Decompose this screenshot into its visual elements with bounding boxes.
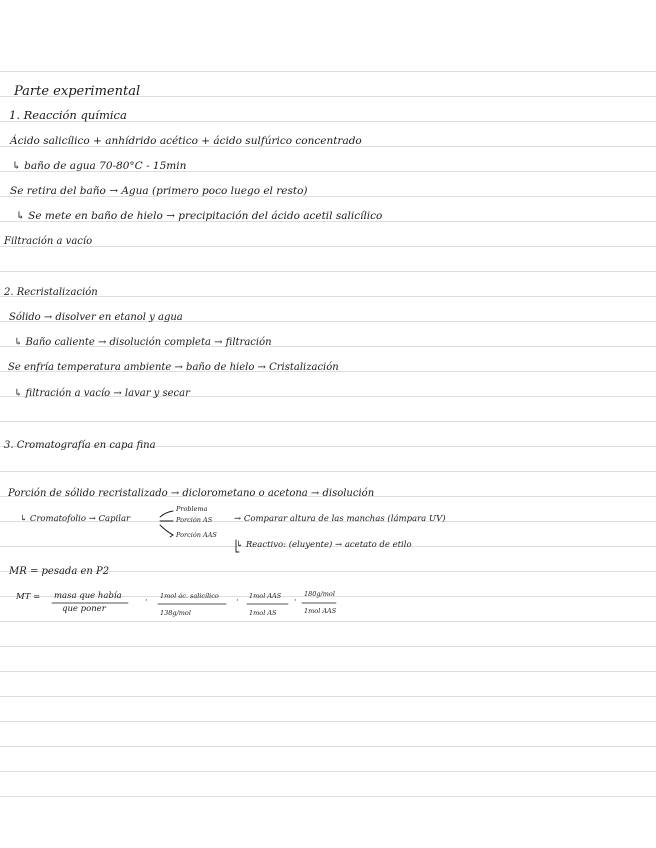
section-2-line-4: ↳ filtración a vacío → lavar y secar [14,388,190,399]
section-1-line-3: Se retira del baño → Agua (primero poco luego el resto) [10,185,308,197]
section-2-line-1: Sólido → disolver en etanol y agua [9,312,183,323]
section-1-line-1: Ácido salicílico + anhídrido acético + ácido sulfúrico concentrado [10,135,362,147]
frac-1-denominator: 138g/mol [160,609,191,617]
frac-2-denominator: 1mol AS [249,609,277,617]
mt-dot-1: · [145,596,148,606]
frac-1-numerator: 1mol ác. salicílico [160,592,219,600]
section-2-line-2: ↳ Baño caliente → disolución completa → filtración [14,337,272,348]
branch-porcion-aas: Porción AAS [176,531,217,539]
branch-problema: Problema [176,505,208,513]
section-1-line-2: ↳ baño de agua 70-80°C - 15min [12,160,187,172]
mt-dot-2: · [236,596,239,606]
branch-start: ↳ Cromatofolio → Capilar [20,514,131,524]
section-2-heading: 2. Recristalización [4,287,98,298]
branch-compare: → Comparar altura de las manchas (lámpara UV) [234,514,446,524]
frac-3-denominator: 1mol AAS [304,607,337,615]
mt-denominator: que poner [62,604,106,614]
section-2-line-3: Se enfría temperatura ambiente → baño de hielo → Cristalización [8,362,339,373]
section-3-line-1: Porción de sólido recristalizado → diclorometano o acetona → disolución [8,488,375,499]
section-1-line-5: Filtración a vacío [4,236,93,247]
section-1-heading: 1. Reacción química [9,108,127,122]
frac-3-numerator: 180g/mol [304,590,335,598]
branch-porcion-as: Porción AS [176,516,213,524]
mt-dot-3: · [294,596,297,606]
section-3-heading: 3. Cromatografía en capa fina [4,440,156,451]
frac-2-numerator: 1mol AAS [249,592,282,600]
branch-reactivo: ↳ Reactivo: (eluyente) → acetato de etilo [236,540,412,550]
mt-label: MT = [16,592,41,602]
mt-numerator: masa que había [54,591,122,601]
section-1-line-4: ↳ Se mete en baño de hielo → precipitación del ácido acetil salicílico [16,210,383,222]
page-title: Parte experimental [14,84,141,99]
mr-line: MR = pesada en P2 [9,566,110,577]
